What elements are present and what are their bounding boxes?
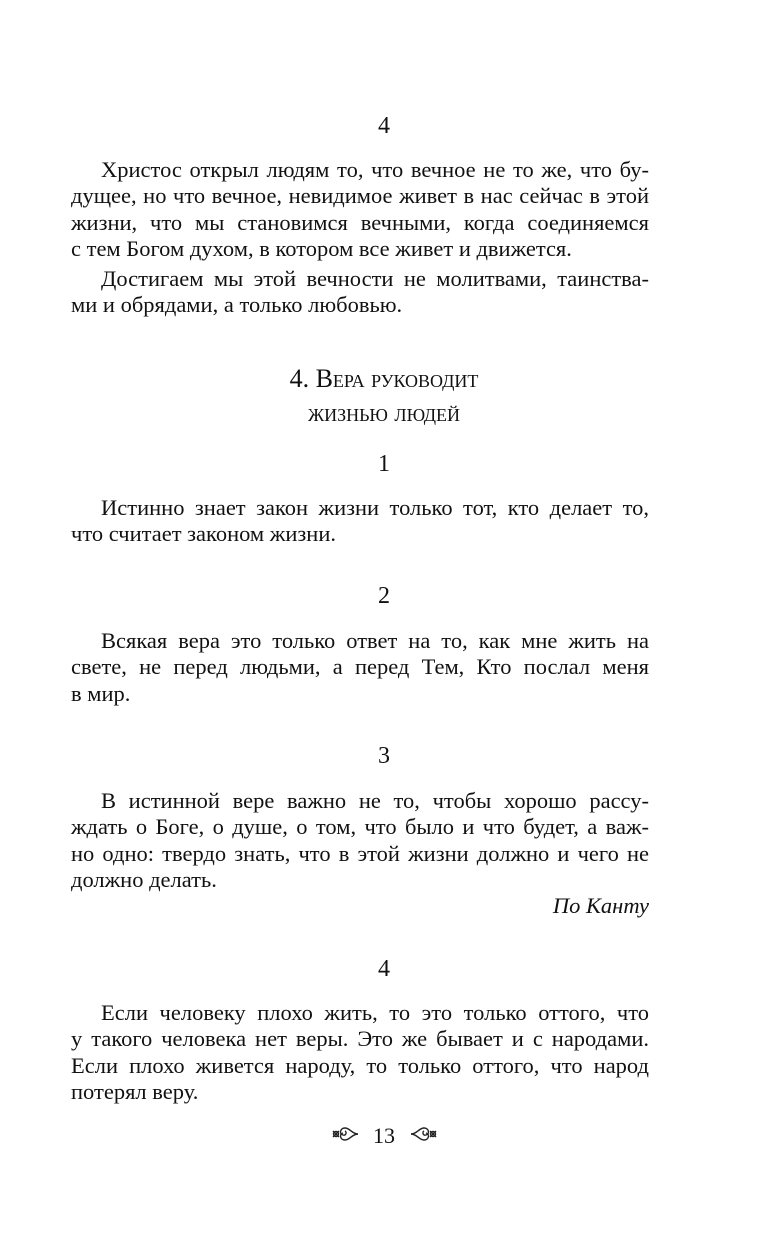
chapter-number: 4.: [289, 364, 310, 393]
attribution: По Канту: [552, 893, 649, 918]
paragraph: [71, 495, 649, 548]
item-number: 4: [378, 113, 390, 139]
text-line: у такого человека нет веры. Это же бывает и с народами.: [71, 1026, 649, 1052]
item-number: 3: [378, 743, 390, 769]
text-line: дущее, но что вечное, невидимое живет в нас сейчас в этой: [71, 183, 649, 209]
text-line: в мир.: [71, 680, 131, 706]
paragraph: [71, 628, 649, 707]
page-footer: [0, 1122, 768, 1152]
text-line: В истинной вере важно не то, чтобы хорошо рассу-: [101, 788, 649, 813]
text-line: что считает законом жизни.: [71, 521, 336, 547]
text-line: ми и обрядами, а только любовью.: [71, 292, 403, 318]
paragraph: [71, 1000, 649, 1106]
text-line: потерял веру.: [71, 1079, 199, 1105]
paragraph: [71, 157, 649, 263]
floral-ornament-icon: [409, 1123, 439, 1152]
text-line: Истинно знает закон жизни только тот, кто делает то,: [101, 495, 649, 520]
paragraph: [71, 788, 649, 894]
item-number: 4: [378, 956, 390, 982]
paragraph: [71, 266, 649, 319]
text-line: Если человеку плохо жить, то это только оттого, что: [101, 1000, 649, 1025]
text-line: Христос открыл людям то, что вечное не то же, что бу-: [101, 157, 649, 182]
chapter-title: [0, 362, 768, 396]
item-number: 1: [378, 451, 390, 477]
text-line: с тем Богом духом, в котором все живет и движется.: [71, 236, 572, 262]
page-number: 13: [373, 1123, 395, 1148]
text-line: Если плохо живется народу, то только оттого, что народ: [71, 1052, 649, 1078]
text-line: жизни, что мы становимся вечными, когда соединяемся: [71, 209, 649, 235]
chapter-title-line2: жизнью людей: [307, 398, 461, 427]
chapter-title-line1: Вера руководит: [315, 364, 479, 393]
text-line: Достигаем мы этой вечности не молитвами, таинства-: [101, 266, 649, 291]
text-line: должно делать.: [71, 867, 217, 893]
text-line: Всякая вера это только ответ на то, как мне жить на: [101, 628, 649, 653]
floral-ornament-icon: [330, 1123, 360, 1152]
item-number: 2: [378, 583, 390, 609]
text-line: ждать о Боге, о душе, о том, что было и что будет, а важ-: [71, 814, 649, 840]
text-line: но одно: твердо знать, что в этой жизни должно и чего не: [71, 840, 649, 866]
text-line: свете, не перед людьми, а перед Тем, Кто послал меня: [71, 654, 649, 680]
